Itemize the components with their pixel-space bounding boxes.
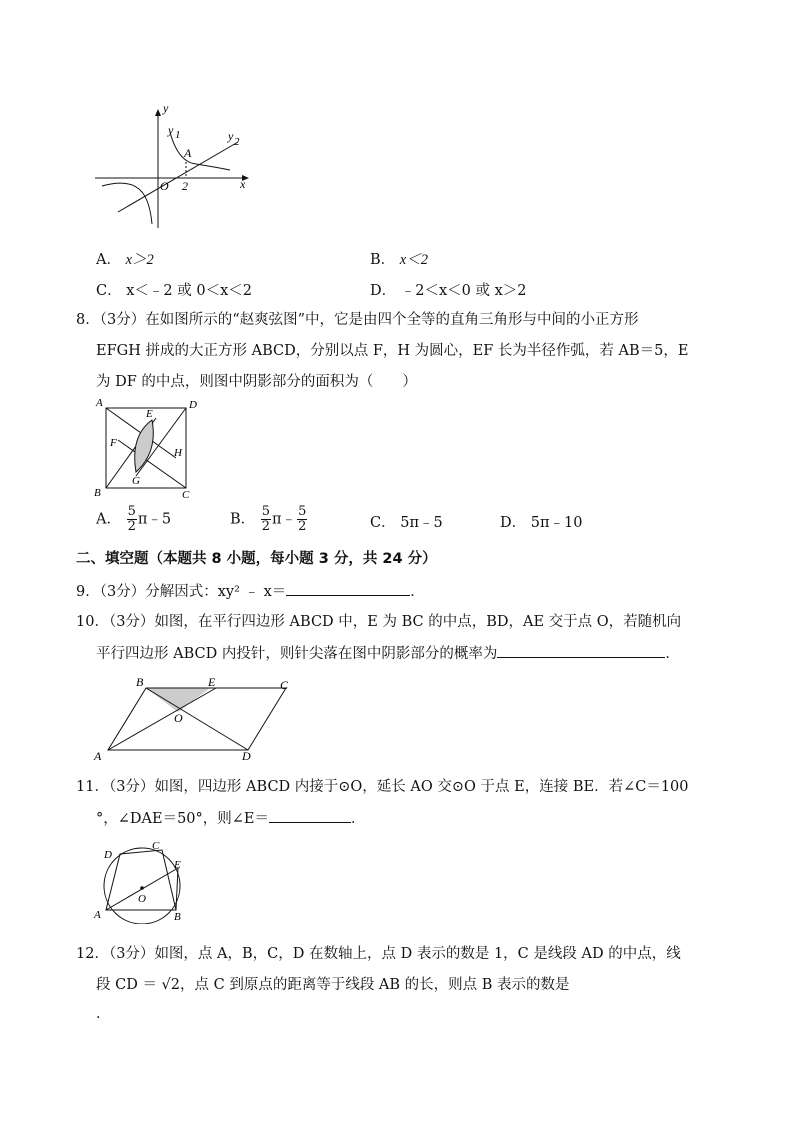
svg-text:x: x <box>240 177 246 191</box>
q12-line-3: ． <box>96 1006 111 1022</box>
svg-text:A: A <box>96 397 103 409</box>
center-dot <box>140 886 144 890</box>
svg-text:B: B <box>174 911 181 923</box>
svg-text:D: D <box>104 849 112 861</box>
q8-line-1: 8．（3分）在如图所示的“赵爽弦图”中，它是由四个全等的直角三角形与中间的小正方形 <box>76 312 639 328</box>
q7-option-a[interactable]: A． x＞2 <box>96 252 154 268</box>
q8-option-b[interactable]: B． $\frac{5}{2}$ π﹣ $\frac{5}{2}$ <box>230 504 307 534</box>
svg-text:C: C <box>182 489 190 500</box>
svg-text:C: C <box>152 840 160 852</box>
q8-line-3: 为 DF 的中点，则图中阴影部分的面积为（ ） <box>96 374 417 390</box>
svg-text:O: O <box>160 179 169 193</box>
shaded-triangle <box>146 688 210 712</box>
q12-line-1: 12．（3分）如图，点 A，B，C，D 在数轴上，点 D 表示的数是 1，C 是线段 AD 的中点，线 <box>76 946 681 962</box>
q10-answer-blank[interactable] <box>497 643 665 658</box>
svg-text:2: 2 <box>234 136 240 148</box>
svg-text:E: E <box>174 859 181 871</box>
svg-text:E: E <box>208 675 216 689</box>
svg-text:y: y <box>228 129 234 143</box>
curve-y1-left <box>102 183 152 224</box>
svg-text:O: O <box>174 711 183 725</box>
shaded-lens <box>135 420 154 472</box>
q8-option-a[interactable]: A． $\frac{5}{2}$ π﹣5 <box>96 504 172 534</box>
svg-text:E: E <box>146 408 153 420</box>
q7-option-c[interactable]: C． x＜﹣2 或 0＜x＜2 <box>96 283 252 299</box>
svg-text:y: y <box>163 101 169 115</box>
svg-text:O: O <box>138 893 146 905</box>
q7-option-b[interactable]: B． x＜2 <box>370 252 428 268</box>
svg-text:H: H <box>174 447 182 459</box>
q11-line-1: 11．（3分）如图，四边形 ABCD 内接于⊙O，延长 AO 交⊙O 于点 E，连接 BE．若∠C＝100 <box>76 779 689 795</box>
q10-line-2: 平行四边形 ABCD 内投针，则针尖落在图中阴影部分的概率为 ． <box>96 643 680 664</box>
svg-text:A: A <box>184 146 192 160</box>
q7-graph <box>90 100 260 235</box>
q8-option-c[interactable]: C． 5π﹣5 <box>370 515 443 531</box>
svg-text:A: A <box>94 749 102 763</box>
section-heading: 二、填空题（本题共 8 小题，每小题 3 分，共 24 分） <box>76 551 437 567</box>
line-y2 <box>118 142 238 212</box>
svg-text:D: D <box>189 399 197 411</box>
q11-figure <box>90 838 190 924</box>
svg-text:D: D <box>242 749 251 763</box>
q9-line: 9．（3分）分解因式：xy² ﹣ x＝ ． <box>76 581 425 602</box>
svg-text:1: 1 <box>175 129 181 141</box>
q8-line-2: EFGH 拼成的大正方形 ABCD，分别以点 F，H 为圆心，EF 长为半径作弧，若 AB＝5，E <box>96 343 689 359</box>
q10-figure <box>90 674 300 764</box>
q9-answer-blank[interactable] <box>286 581 410 596</box>
svg-text:2: 2 <box>182 179 188 193</box>
q10-line-1: 10．（3分）如图，在平行四边形 ABCD 中，E 为 BC 的中点，BD，AE 交于点 O，若随机向 <box>76 614 682 630</box>
q11-line-2: °，∠DAE＝50°，则∠E＝ ． <box>96 808 366 829</box>
svg-text:F: F <box>110 437 117 449</box>
svg-text:G: G <box>132 475 140 487</box>
q8-option-d[interactable]: D． 5π﹣10 <box>500 515 583 531</box>
svg-text:y: y <box>168 123 174 137</box>
q12-line-2: 段 CD ＝ √2，点 C 到原点的距离等于线段 AB 的长，则点 B 表示的数是 <box>96 977 570 993</box>
svg-text:B: B <box>136 675 144 689</box>
q7-option-d[interactable]: D． ﹣2＜x＜0 或 x＞2 <box>370 283 527 299</box>
q11-answer-blank[interactable] <box>269 808 351 823</box>
svg-text:A: A <box>94 909 101 921</box>
svg-text:B: B <box>94 487 101 499</box>
circle-o <box>104 848 180 924</box>
q8-figure <box>90 396 200 500</box>
svg-text:C: C <box>280 678 289 692</box>
segment-be <box>176 868 178 910</box>
